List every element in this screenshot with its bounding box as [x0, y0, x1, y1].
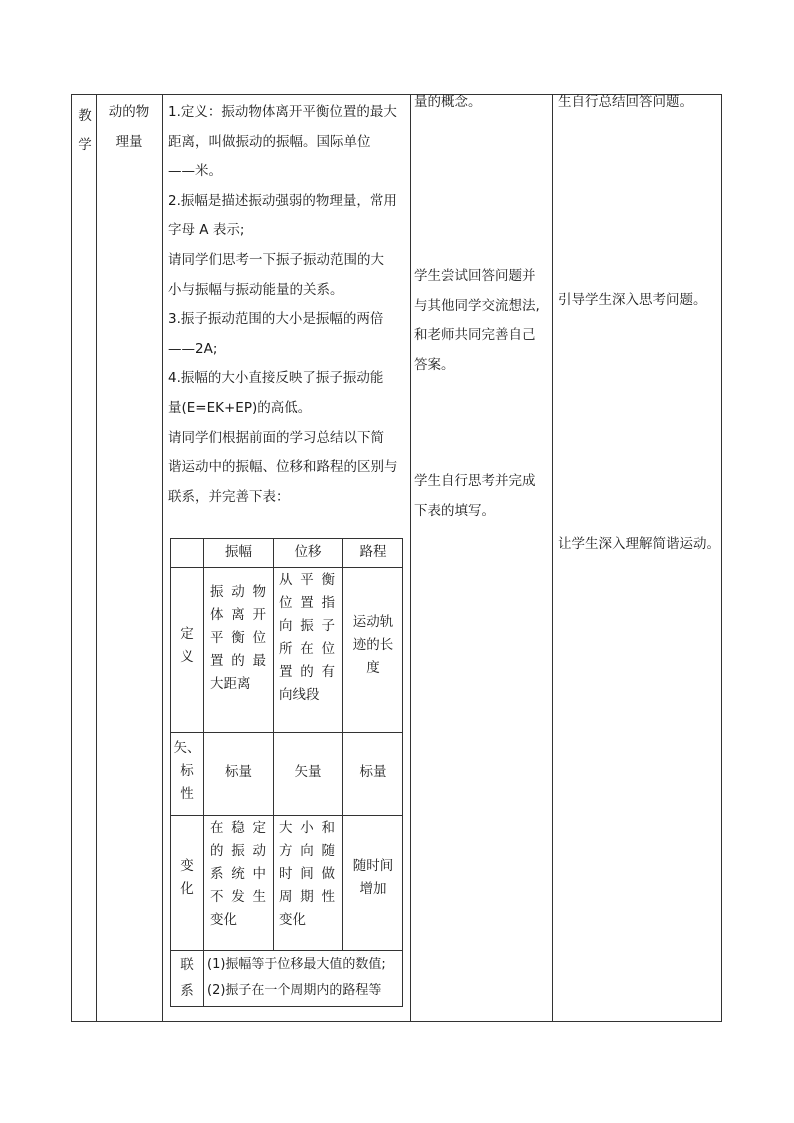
- cell-line: 周期性: [279, 889, 335, 905]
- content-line: 4.振幅的大小直接反映了振子振动能: [168, 370, 384, 387]
- cell-line: 置的有: [279, 664, 335, 680]
- activity-line: 量的概念。: [414, 94, 482, 110]
- intent-item-3: 让学生深入理解简谐运动。: [558, 536, 720, 552]
- content-line: 请同学们思考一下振子振动范围的大: [168, 251, 384, 268]
- student-activity-3: [414, 467, 550, 526]
- topic-line: 理量: [115, 134, 143, 150]
- content-line: 3.振子振动范围的大小是振幅的两倍: [168, 311, 384, 328]
- cell-path-definition: [344, 611, 402, 680]
- comparison-table: [170, 538, 403, 1007]
- table-header-amplitude: 振幅: [225, 544, 252, 560]
- content-line: ——米。: [168, 163, 222, 180]
- cell-line: (2)振子在一个周期内的路程等: [207, 983, 382, 998]
- row-label-change: [173, 855, 201, 901]
- content-line: 谐运动中的振幅、位移和路程的区别与: [168, 459, 398, 476]
- table-divider: [171, 567, 402, 568]
- content-line: 字母 A 表示;: [168, 222, 245, 239]
- cell-amplitude-definition: [210, 581, 266, 696]
- cell-amplitude-type: [204, 761, 273, 784]
- content-line: 请同学们根据前面的学习总结以下简: [168, 429, 384, 446]
- cell-line: 增加: [359, 881, 387, 897]
- section-label-char: 教: [78, 108, 92, 124]
- column-divider: [96, 95, 97, 1021]
- cell-line: 所在位: [279, 641, 335, 657]
- content-line: 量(E=EK+EP)的高低。: [168, 399, 312, 416]
- row-label-char: 标: [180, 763, 194, 779]
- cell-line: 大距离: [210, 676, 251, 692]
- activity-line: 下表的填写。: [414, 502, 495, 519]
- intent-item-2: 引导学生深入思考问题。: [558, 292, 707, 308]
- cell-line: 振动物: [210, 584, 266, 600]
- cell-line: 随时间: [352, 858, 394, 874]
- cell-line: 变化: [210, 912, 237, 928]
- cell-line: 体离开: [210, 607, 266, 623]
- table-divider: [171, 732, 402, 733]
- column-divider: [410, 95, 411, 1021]
- row-label-char: 变: [180, 858, 194, 874]
- activity-line: 学生自行思考并完成: [414, 473, 536, 489]
- cell-line: 不发生: [210, 889, 266, 905]
- cell-line: 大小和: [279, 820, 335, 836]
- cell-line: 平衡位: [210, 630, 266, 646]
- cell-line: 在稳定: [210, 820, 266, 836]
- activity-line: 与其他同学交流想法,: [414, 297, 540, 314]
- cell-line: 变化: [279, 912, 306, 928]
- cell-line: 向线段: [279, 687, 320, 703]
- cell-line: 标量: [359, 764, 387, 780]
- table-header-path: 路程: [359, 544, 387, 560]
- cell-line: 方向随: [279, 843, 335, 859]
- cell-displacement-type: [274, 761, 342, 784]
- column-divider: [162, 95, 163, 1021]
- cell-relation: [207, 952, 403, 1004]
- row-label-char: 联: [180, 957, 194, 973]
- row-label-char: 义: [180, 649, 194, 665]
- intent-item-1: 生自行总结回答问题。: [558, 94, 693, 110]
- row-label-relation: [173, 952, 201, 1004]
- table-header-displacement: 位移: [294, 544, 322, 560]
- cell-displacement-change: [279, 817, 335, 932]
- content-line: 联系，并完善下表：: [168, 488, 290, 505]
- table-divider: [342, 539, 343, 950]
- cell-line: 置的最: [210, 653, 266, 669]
- row-label-char: 性: [180, 786, 194, 802]
- cell-line: 从平衡: [279, 572, 335, 588]
- cell-line: 系统中: [210, 866, 266, 882]
- cell-line: 运动轨: [352, 614, 394, 630]
- cell-path-type: [343, 761, 403, 784]
- table-divider: [273, 539, 274, 950]
- student-activity-2: [414, 262, 550, 380]
- content-line: 小与振幅与振动能量的关系。: [168, 281, 344, 298]
- cell-displacement-definition: [279, 569, 335, 707]
- content-line: 距离，叫做振动的振幅。国际单位: [168, 133, 371, 150]
- teaching-content: [168, 98, 406, 512]
- cell-path-change: [344, 855, 402, 901]
- content-line: 1.定义：振动物体离开平衡位置的最大: [168, 104, 397, 120]
- cell-line: 矢量: [294, 764, 322, 780]
- section-label-char: 学: [78, 137, 92, 153]
- cell-amplitude-change: [210, 817, 266, 932]
- cell-line: 位置指: [279, 595, 335, 611]
- topic-line: 动的物: [108, 104, 150, 120]
- row-label-char: 矢、: [173, 740, 201, 756]
- row-label-char: 化: [180, 881, 194, 897]
- activity-line: 答案。: [414, 356, 455, 373]
- table-divider: [171, 815, 402, 816]
- student-activity-1: [414, 88, 550, 118]
- row-label-definition: [173, 623, 201, 669]
- activity-line: 和老师共同完善自己: [414, 327, 536, 344]
- cell-line: 向振子: [279, 618, 335, 634]
- row-label-char: 定: [180, 626, 194, 642]
- column-divider: [552, 95, 553, 1021]
- cell-line: 时间做: [279, 866, 335, 882]
- content-line: ——2A;: [168, 340, 218, 357]
- row-label-char: 系: [180, 983, 194, 999]
- row-label-vector-scalar: [173, 737, 201, 806]
- cell-line: 度: [366, 660, 380, 676]
- cell-line: 迹的长: [352, 637, 394, 653]
- table-divider: [171, 950, 402, 951]
- cell-line: 的振动: [210, 843, 266, 859]
- cell-line: 标量: [225, 764, 252, 780]
- content-line: 2.振幅是描述振动强弱的物理量，常用: [168, 192, 397, 209]
- activity-line: 学生尝试回答问题并: [414, 268, 536, 284]
- cell-line: (1)振幅等于位移最大值的数值;: [207, 957, 386, 972]
